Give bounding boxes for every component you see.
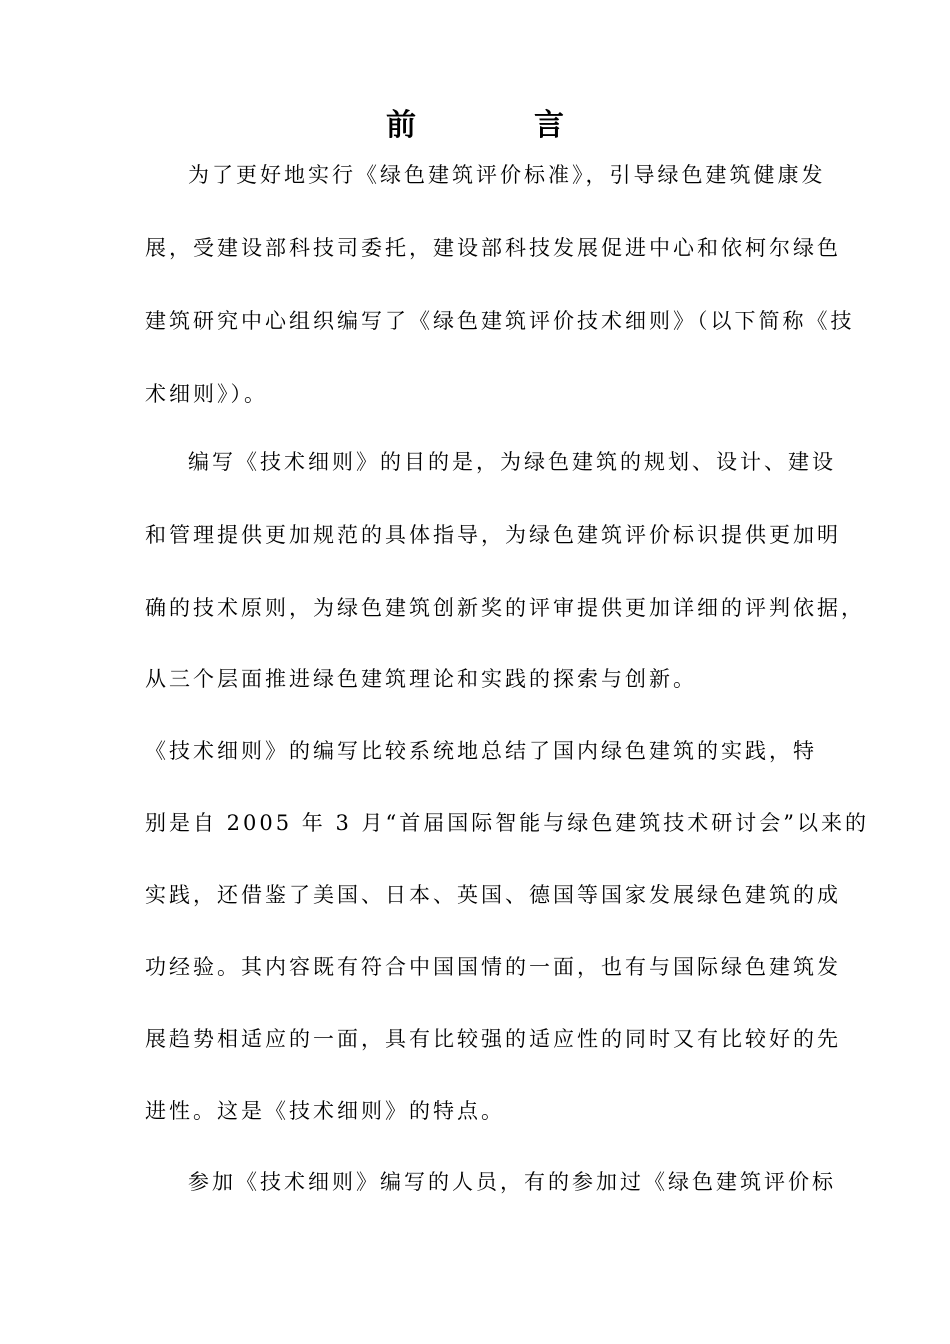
text-line: 实践，还借鉴了美国、日本、英国、德国等国家发展绿色建筑的成	[145, 883, 841, 907]
text-line: 术细则》）。	[145, 382, 268, 406]
text-line: 和管理提供更加规范的具体指导，为绿色建筑评价标识提供更加明	[145, 523, 841, 547]
text-line: 展趋势相适应的一面，具有比较强的适应性的同时又有比较好的先	[145, 1027, 841, 1051]
text-line: 编写《技术细则》的目的是，为绿色建筑的规划、设计、建设	[188, 450, 836, 474]
text-line: 别是自 2005 年 3 月“首届国际智能与绿色建筑技术研讨会”以来的	[145, 811, 869, 835]
text-line: 功经验。其内容既有符合中国国情的一面，也有与国际绿色建筑发	[145, 955, 841, 979]
text-line: 进性。这是《技术细则》的特点。	[145, 1099, 505, 1123]
text-line: 确的技术原则，为绿色建筑创新奖的评审提供更加详细的评判依据，	[145, 596, 865, 620]
page-title: 前 言	[386, 108, 608, 143]
text-line: 从三个层面推进绿色建筑理论和实践的探索与创新。	[145, 667, 697, 691]
text-line: 展，受建设部科技司委托，建设部科技发展促进中心和依柯尔绿色	[145, 236, 841, 260]
text-line: 建筑研究中心组织编写了《绿色建筑评价技术细则》（以下简称《技	[145, 309, 855, 333]
text-line: 参加《技术细则》编写的人员，有的参加过《绿色建筑评价标	[188, 1170, 836, 1194]
text-line: 《技术细则》的编写比较系统地总结了国内绿色建筑的实践，特	[145, 739, 817, 763]
text-line: 为了更好地实行《绿色建筑评价标准》，引导绿色建筑健康发	[188, 163, 826, 187]
